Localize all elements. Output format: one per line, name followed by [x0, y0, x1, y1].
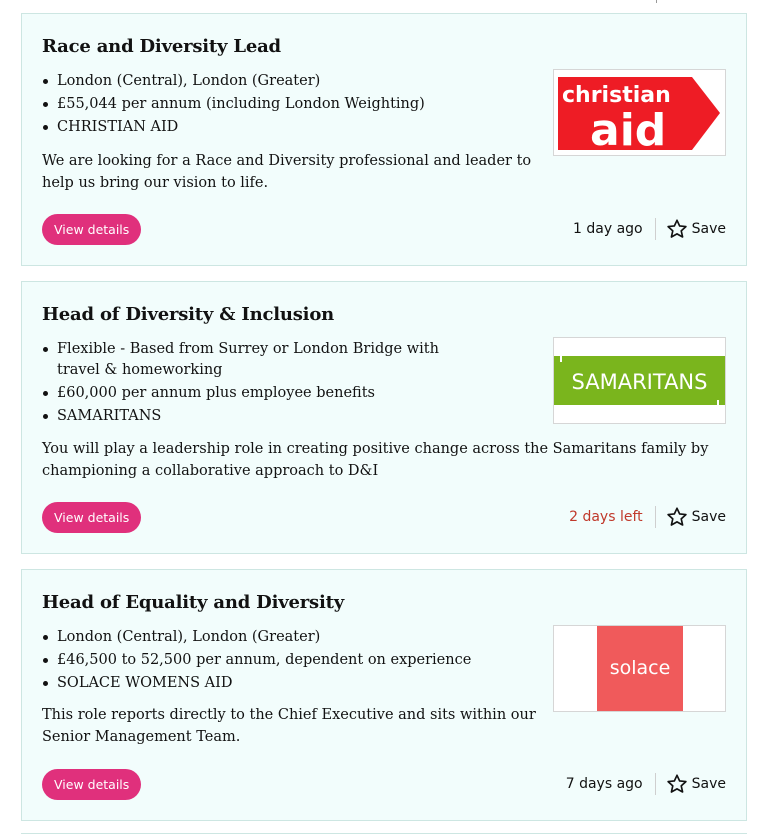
posted-date: 7 days ago — [565, 776, 643, 792]
job-title[interactable]: Head of Equality and Diversity — [42, 592, 344, 613]
save-button[interactable] — [666, 773, 726, 795]
employer-logo[interactable] — [553, 625, 726, 712]
view-details-button[interactable]: View details — [42, 769, 141, 800]
star-icon — [666, 506, 688, 528]
job-summary: This role reports directly to the Chief Executive and sits within our Senior Management Team. — [42, 707, 536, 745]
next-card-edge — [21, 833, 747, 834]
job-details — [42, 627, 542, 696]
job-summary: You will play a leadership role in creating positive change across the Samaritans family by championing a collaborative approach to D&I — [42, 441, 709, 479]
job-meta — [573, 216, 726, 242]
job-meta — [569, 504, 726, 530]
logo-text: aid — [590, 105, 667, 155]
solace-logo — [554, 626, 725, 711]
job-employer: CHRISTIAN AID — [42, 117, 542, 138]
posted-date: 1 day ago — [573, 221, 643, 237]
divider — [655, 506, 656, 528]
job-details — [42, 71, 542, 140]
divider — [656, 0, 657, 3]
job-salary: £55,044 per annum (including London Weighting) — [42, 94, 542, 115]
save-button[interactable] — [666, 218, 726, 240]
job-location: London (Central), London (Greater) — [42, 71, 542, 92]
job-employer: SAMARITANS — [42, 406, 482, 427]
view-details-button[interactable]: View details — [42, 502, 141, 533]
job-salary: £46,500 to 52,500 per annum, dependent on experience — [42, 650, 542, 671]
divider — [655, 773, 656, 795]
job-card — [21, 569, 747, 821]
save-button[interactable] — [666, 506, 726, 528]
job-employer: SOLACE WOMENS AID — [42, 673, 542, 694]
samaritans-logo — [554, 338, 725, 423]
job-meta — [566, 771, 726, 797]
deadline: 2 days left — [569, 509, 643, 525]
divider — [655, 218, 656, 240]
star-icon — [666, 218, 688, 240]
job-details — [42, 339, 482, 429]
job-location: London (Central), London (Greater) — [42, 627, 542, 648]
job-location: Flexible - Based from Surrey or London Bridge with travel & homeworking — [42, 339, 482, 381]
christian-aid-logo — [554, 70, 725, 155]
job-card — [21, 281, 747, 554]
save-label: Save — [691, 509, 726, 525]
logo-text: SAMARITANS — [571, 370, 708, 394]
job-title[interactable]: Race and Diversity Lead — [42, 36, 281, 57]
job-summary: We are looking for a Race and Diversity professional and leader to help us bring our vision to life. — [42, 153, 532, 191]
job-title[interactable]: Head of Diversity & Inclusion — [42, 304, 335, 325]
star-icon — [666, 773, 688, 795]
view-details-button[interactable]: View details — [42, 214, 141, 245]
employer-logo[interactable] — [553, 337, 726, 424]
job-card — [21, 13, 747, 266]
save-label: Save — [691, 776, 726, 792]
logo-text: solace — [609, 657, 671, 679]
save-label: Save — [691, 221, 726, 237]
logo-text: christian — [562, 83, 671, 108]
job-salary: £60,000 per annum plus employee benefits — [42, 383, 482, 404]
employer-logo[interactable] — [553, 69, 726, 156]
